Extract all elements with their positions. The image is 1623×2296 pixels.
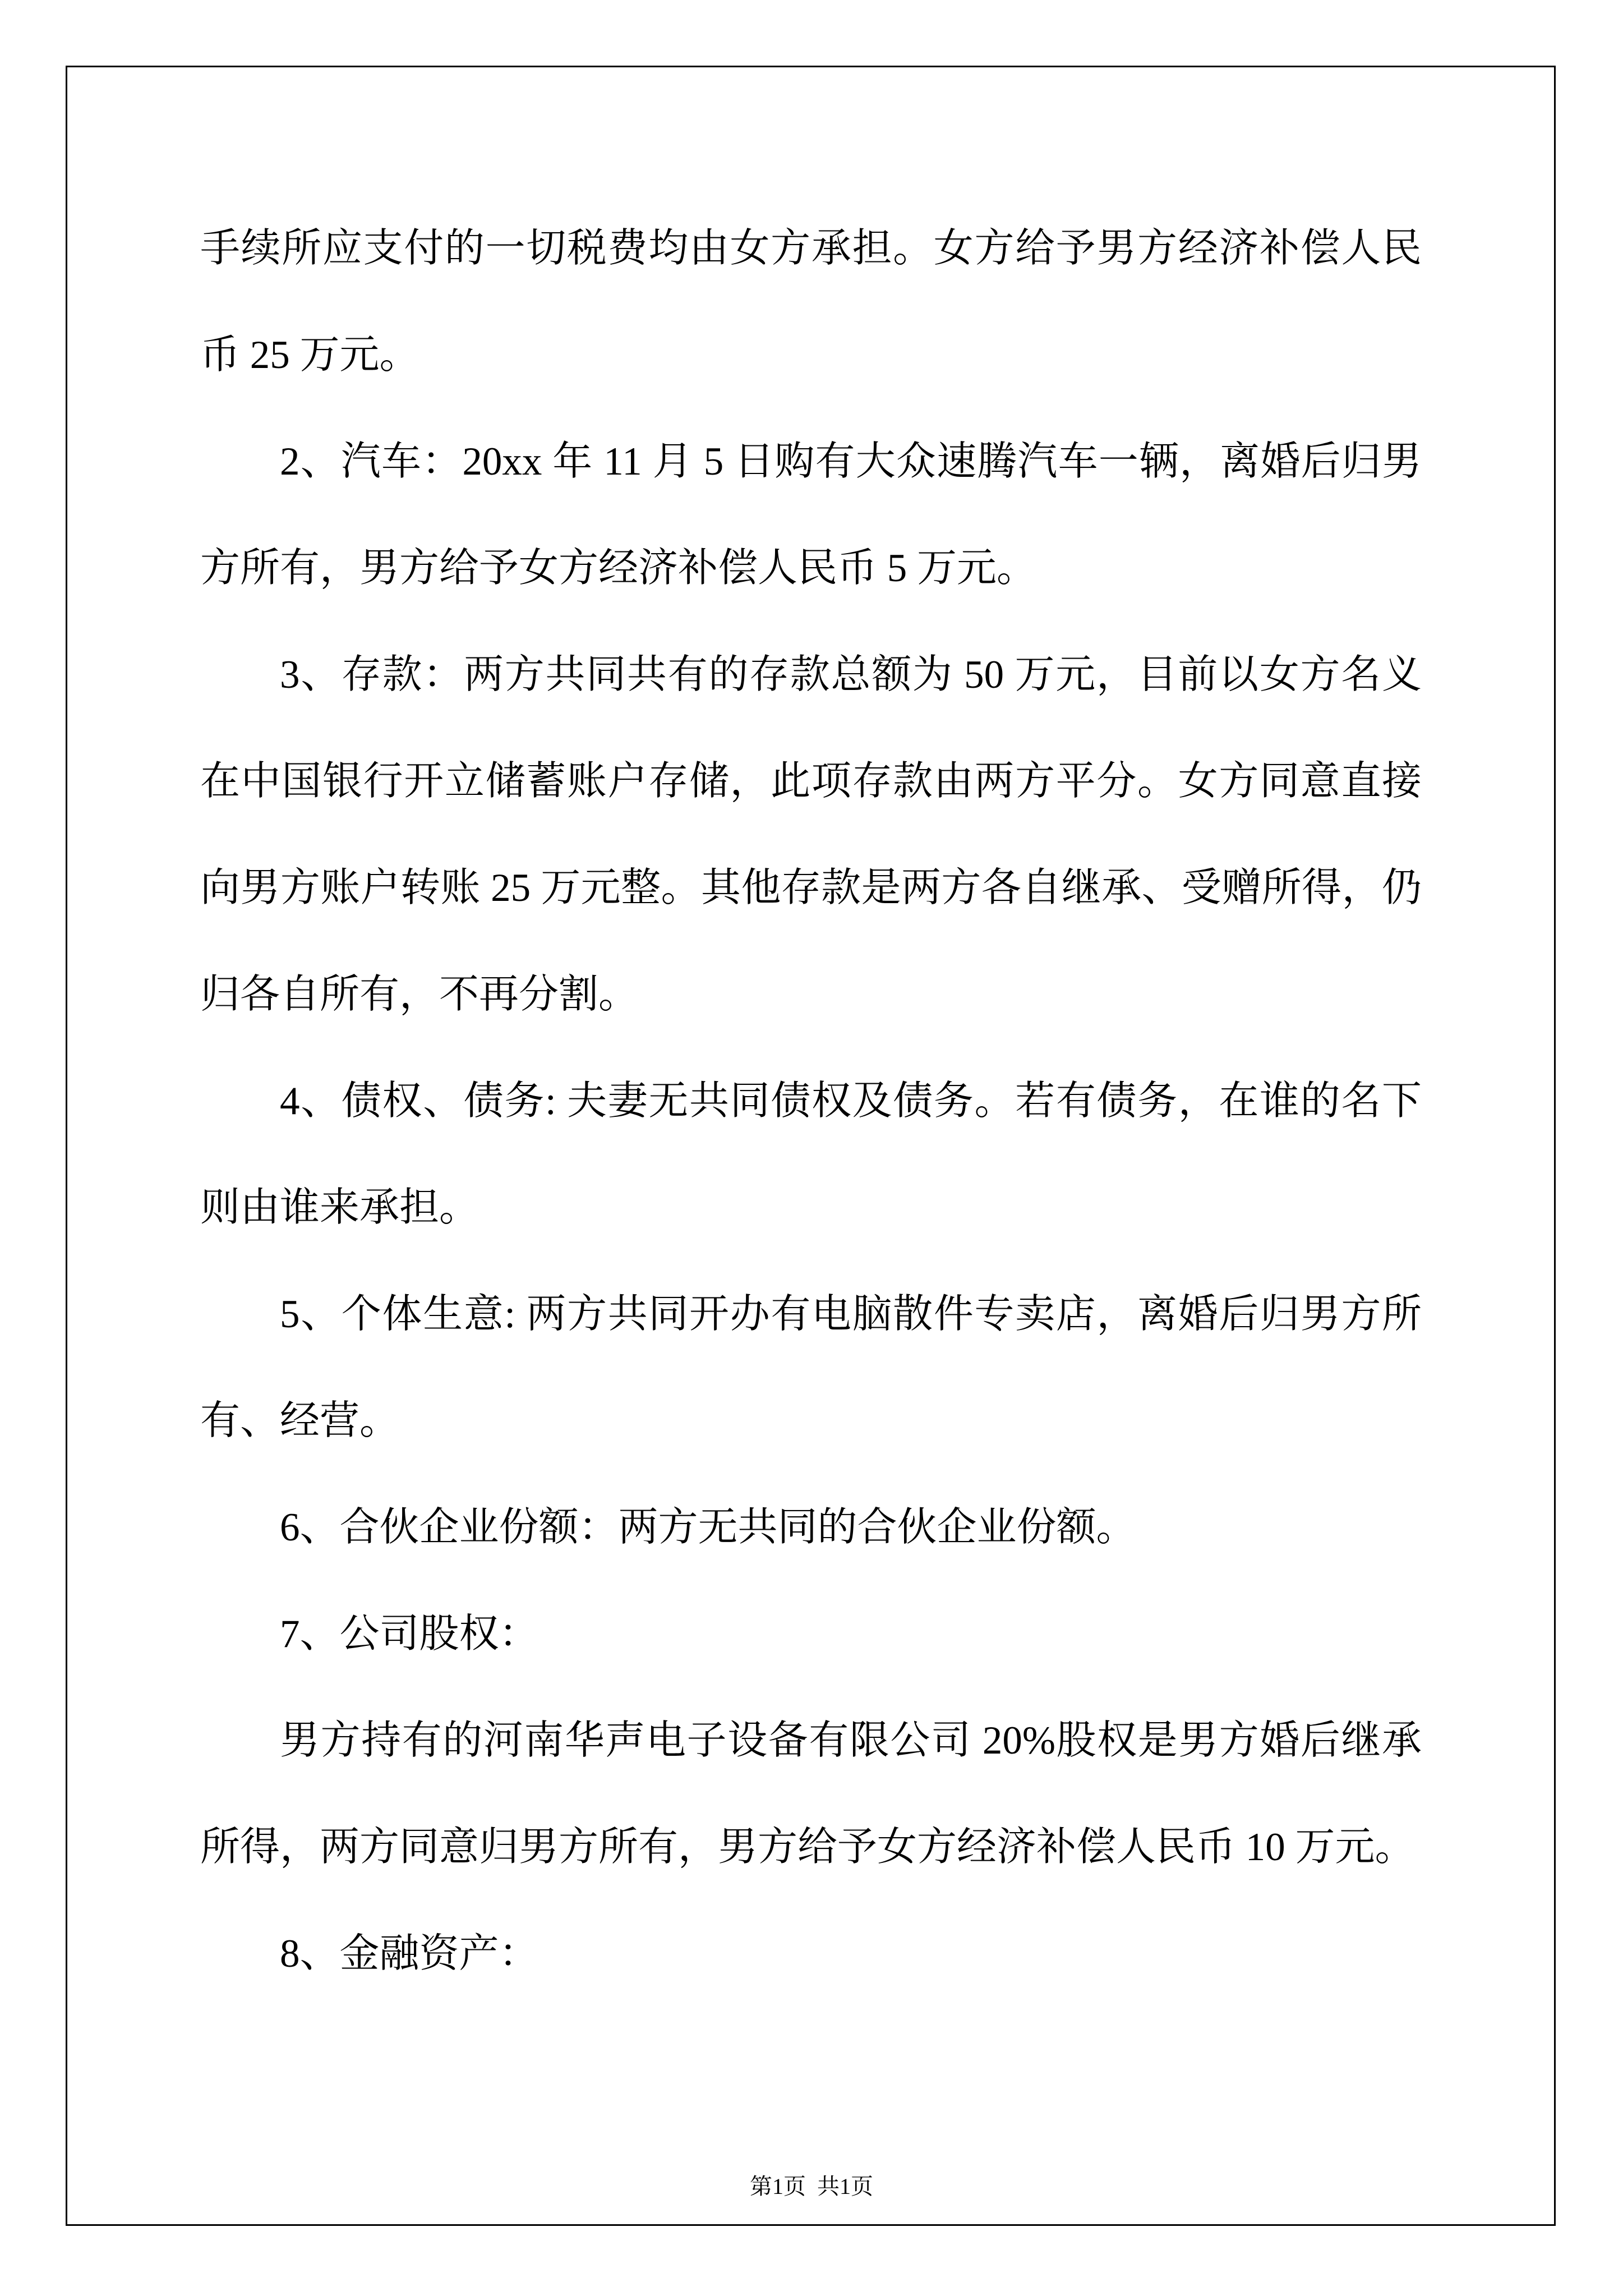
page-footer-number: 第1页 共1页 (750, 2174, 873, 2199)
clause-7-equity-heading: 7、公司股权： (280, 1612, 539, 1656)
clause-3-deposit-last-line: 归各自所有，不再分割。 (200, 973, 639, 1016)
clause-3-deposit-line: 在中国银行开立储蓄账户存储，此项存款由两方平分。女方同意直接 (200, 760, 1422, 803)
clause-3-deposit-line: 向男方账户转账 25 万元整。其他存款是两方各自继承、受赠所得，仍 (200, 866, 1422, 910)
clause-5-business-line: 5、个体生意: 两方共同开办有电脑散件专卖店，离婚后归男方所 (280, 1292, 1422, 1336)
clause-4-debt-last-line: 则由谁来承担。 (200, 1186, 479, 1230)
clause-7-equity-line: 男方持有的河南华声电子设备有限公司 20%股权是男方婚后继承 (280, 1719, 1422, 1763)
clause-1-last-line: 币 25 万元。 (200, 333, 419, 377)
clause-3-deposit-line: 3、存款：两方共同共有的存款总额为 50 万元，目前以女方名义 (280, 653, 1422, 697)
clause-6-partnership-line: 6、合伙企业份额：两方无共同的合伙企业份额。 (280, 1506, 1136, 1549)
document-body (200, 195, 1422, 2007)
clause-1-continued-line: 手续所应支付的一切税费均由女方承担。女方给予男方经济补偿人民 (200, 227, 1422, 270)
clause-8-financial-assets-heading: 8、金融资产： (280, 1932, 539, 1976)
clause-5-business-last-line: 有、经营。 (200, 1399, 400, 1443)
clause-2-car-last-line: 方所有，男方给予女方经济补偿人民币 5 万元。 (200, 546, 1037, 590)
clause-4-debt-line: 4、债权、债务: 夫妻无共同债权及债务。若有债务，在谁的名下 (280, 1079, 1422, 1123)
clause-2-car-line: 2、汽车：20xx 年 11 月 5 日购有大众速腾汽车一辆，离婚后归男 (280, 440, 1422, 484)
clause-7-equity-last-line: 所得，两方同意归男方所有，男方给予女方经济补偿人民币 10 万元。 (200, 1825, 1415, 1869)
